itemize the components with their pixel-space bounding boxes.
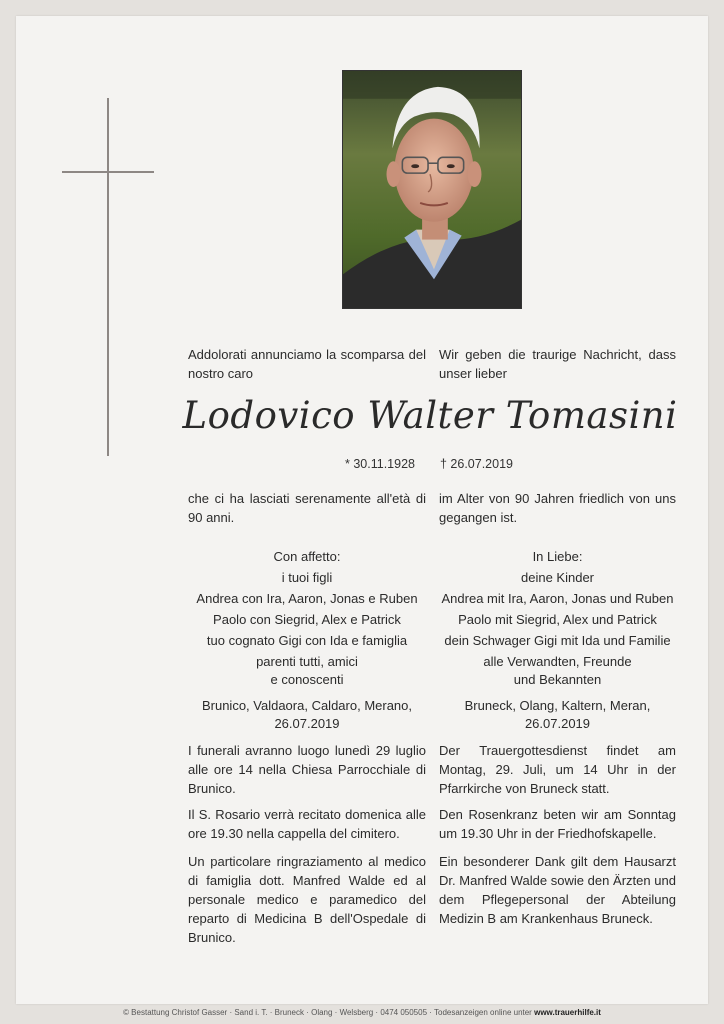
family-line: Andrea mit Ira, Aaron, Jonas und Ruben: [441, 591, 674, 606]
place-date: 26.07.2019: [274, 716, 340, 731]
footer-link[interactable]: www.trauerhilfe.it: [534, 1008, 601, 1017]
thanks-it: Un particolare ringraziamento al medico di famiglia dott. Manfred Walde ed al personale medico e paramedico del reparto di Medicina B dell'Ospedale di Brunico.: [188, 854, 426, 945]
funeral-it: I funerali avranno luogo lunedì 29 luglio alle ore 14 nella Chiesa Parrocchiale di Brunico.: [188, 743, 426, 796]
family-line: parenti tutti, amici: [256, 654, 358, 669]
portrait-illustration: [343, 71, 521, 308]
family-line: i tuoi figli: [281, 570, 333, 585]
family-line: tuo cognato Gigi con Ida e famiglia: [206, 633, 408, 648]
family-line: und Bekannten: [513, 672, 602, 687]
family-it: [188, 546, 426, 733]
family-line: Paolo con Siegrid, Alex e Patrick: [213, 612, 401, 627]
cross-icon-bar: [62, 171, 154, 173]
passing-de: im Alter von 90 Jahren friedlich von uns gegangen ist.: [439, 491, 676, 525]
family-line: e conoscenti: [270, 672, 344, 687]
cross-icon: [107, 98, 109, 456]
family-line: dein Schwager Gigi mit Ida und Familie: [444, 633, 671, 648]
family-heading: In Liebe:: [532, 549, 583, 564]
family-line: Paolo mit Siegrid, Alex und Patrick: [458, 612, 657, 627]
place-line: Bruneck, Olang, Kaltern, Meran,: [464, 698, 651, 713]
family-line: Andrea con Ira, Aaron, Jonas e Ruben: [196, 591, 418, 606]
thanks-de: Ein besonderer Dank gilt dem Hausarzt Dr. Manfred Walde sowie den Ärzten und dem Pflegepersonal der Abteilung Medizin B am Krankenhaus Bruneck.: [439, 854, 676, 926]
family-line: deine Kinder: [521, 570, 594, 585]
death-date: † 26.07.2019: [440, 457, 513, 471]
place-date: 26.07.2019: [524, 716, 591, 731]
family-de: [439, 546, 676, 733]
intro-it: Addolorati annunciamo la scomparsa del nostro caro: [188, 347, 426, 381]
deceased-name: Lodovico Walter Tomasini: [182, 394, 678, 437]
passing-it: che ci ha lasciati serenamente all'età di 90 anni.: [188, 491, 426, 525]
footer-text: © Bestattung Christof Gasser · Sand i. T. · Bruneck · Olang · Welsberg · 0474 050505 · Todesanzeigen online unter: [123, 1008, 532, 1017]
rosary-it: Il S. Rosario verrà recitato domenica alle ore 19.30 nella cappella del cimitero.: [188, 807, 426, 841]
portrait-photo: [342, 70, 522, 309]
footer: [0, 1008, 724, 1017]
birth-date: * 30.11.1928: [345, 457, 415, 471]
place-line: Brunico, Valdaora, Caldaro, Merano,: [201, 698, 413, 713]
family-line: alle Verwandten, Freunde: [483, 654, 632, 669]
funeral-de: Der Trauergottesdienst findet am Montag, 29. Juli, um 14 Uhr in der Pfarrkirche von Bruneck statt.: [439, 743, 676, 796]
intro-de: Wir geben die traurige Nachricht, dass unser lieber: [439, 347, 676, 381]
rosary-de: Den Rosenkranz beten wir am Sonntag um 19.30 Uhr in der Friedhofskapelle.: [439, 807, 676, 841]
family-heading: Con affetto:: [273, 549, 341, 564]
